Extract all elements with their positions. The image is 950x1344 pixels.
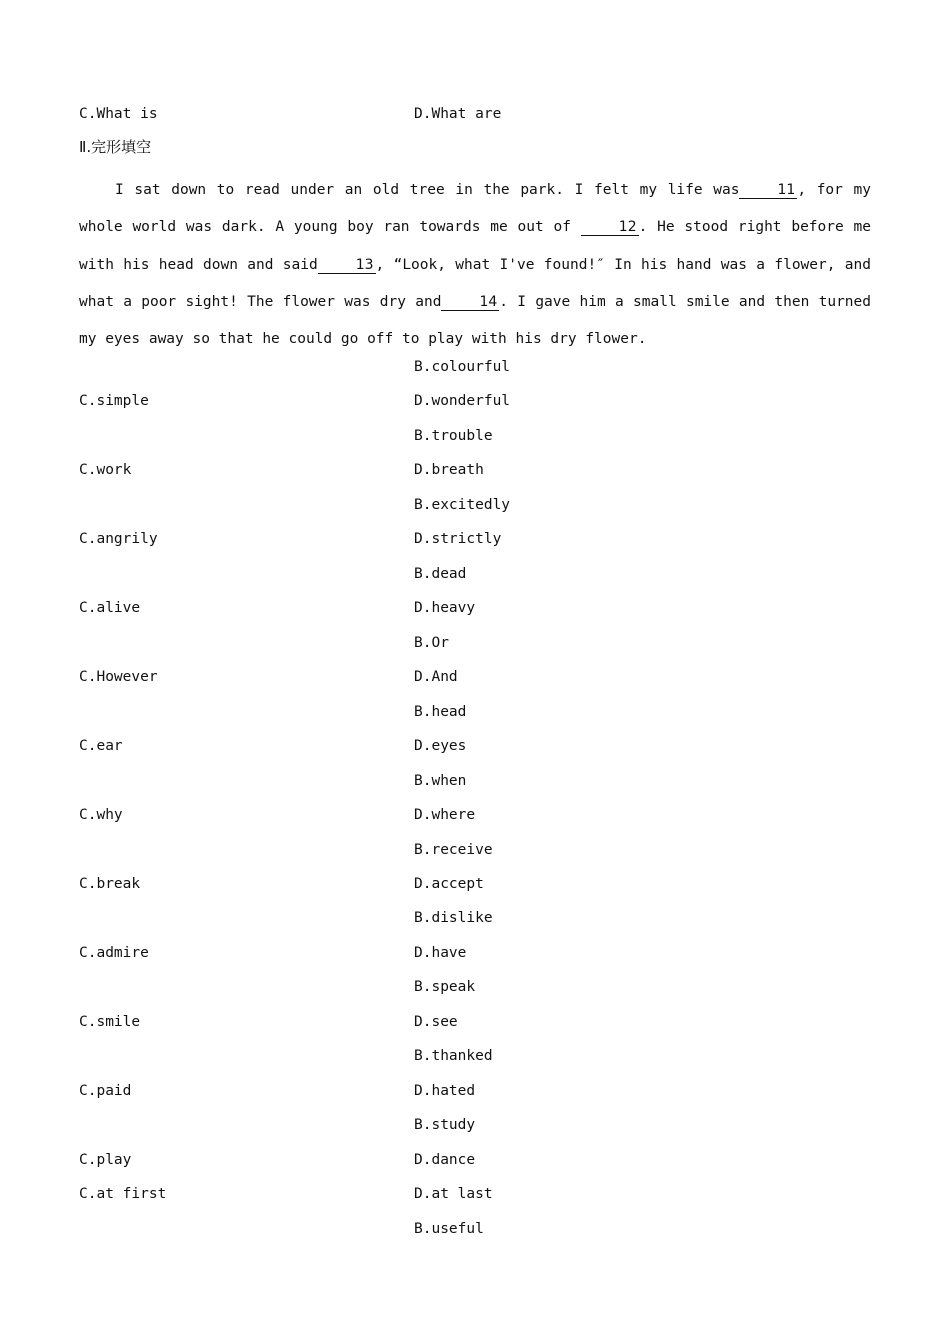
option-b: B.trouble <box>414 428 493 444</box>
option-c: C.break <box>79 876 141 892</box>
option-b: B.colourful <box>414 359 511 375</box>
option-d: D.strictly <box>414 531 502 547</box>
blank-12: 12 <box>581 219 639 236</box>
option-b: B.speak <box>414 979 476 995</box>
option-c: C.admire <box>79 945 149 961</box>
option-row-b <box>79 426 871 446</box>
option-d: D.And <box>414 669 458 685</box>
option-b: B.receive <box>414 842 493 858</box>
option-d: D.accept <box>414 876 484 892</box>
option-row-b <box>79 357 871 377</box>
option-d: D.wonderful <box>414 393 511 409</box>
option-row-cd <box>79 1150 871 1170</box>
cloze-passage <box>79 172 871 358</box>
blank-11: 11 <box>739 182 797 199</box>
option-c: C.at first <box>79 1186 167 1202</box>
option-row-b <box>79 1115 871 1135</box>
option-b: B.thanked <box>414 1048 493 1064</box>
option-row-cd <box>79 460 871 480</box>
option-b: B.excitedly <box>414 497 511 513</box>
option-b: B.study <box>414 1117 476 1133</box>
option-d: D.What are <box>414 106 502 122</box>
option-c: C.play <box>79 1152 132 1168</box>
option-row-cd <box>79 874 871 894</box>
option-row-cd <box>79 1184 871 1204</box>
option-c: C.work <box>79 462 132 478</box>
passage-paragraph <box>79 172 871 358</box>
section-title: Ⅱ.完形填空 <box>79 138 152 156</box>
option-c: C.However <box>79 669 158 685</box>
blank-13: 13 <box>318 257 376 274</box>
option-row-cd <box>79 736 871 756</box>
option-row-cd <box>79 598 871 618</box>
option-row-cd <box>79 1012 871 1032</box>
passage-text: , “Look, what I've found!″ In his hand was a flower, and what a poor sight! The flower was dry and <box>79 256 871 310</box>
option-d: D.see <box>414 1014 458 1030</box>
option-c: C.paid <box>79 1083 132 1099</box>
option-d: D.breath <box>414 462 484 478</box>
option-b: B.useful <box>414 1221 484 1237</box>
blank-14: 14 <box>441 294 499 311</box>
option-d: D.dance <box>414 1152 476 1168</box>
option-row-cd <box>79 943 871 963</box>
option-row-b <box>79 495 871 515</box>
option-b: B.dislike <box>414 910 493 926</box>
option-d: D.hated <box>414 1083 476 1099</box>
option-c: C.smile <box>79 1014 141 1030</box>
option-row-top <box>79 104 871 124</box>
option-d: D.at last <box>414 1186 493 1202</box>
option-c: C.ear <box>79 738 123 754</box>
option-row-b <box>79 1046 871 1066</box>
option-row-b <box>79 977 871 997</box>
option-b: B.dead <box>414 566 467 582</box>
option-c: C.simple <box>79 393 149 409</box>
option-row-b <box>79 908 871 928</box>
option-d: D.where <box>414 807 476 823</box>
option-row-b <box>79 1219 871 1239</box>
option-c: C.angrily <box>79 531 158 547</box>
option-b: B.when <box>414 773 467 789</box>
option-c: C.alive <box>79 600 141 616</box>
option-row-cd <box>79 805 871 825</box>
passage-text: , for my whole world was dark. A young boy ran towards me out of <box>79 182 872 236</box>
option-row-b <box>79 564 871 584</box>
option-row-cd <box>79 667 871 687</box>
option-d: D.eyes <box>414 738 467 754</box>
passage-text: I sat down to read under an old tree in the park. I felt my life was <box>115 182 740 198</box>
option-d: D.heavy <box>414 600 476 616</box>
option-row-cd <box>79 529 871 549</box>
option-b: B.Or <box>414 635 449 651</box>
option-d: D.have <box>414 945 467 961</box>
passage-text: . I gave him a small smile and then turned my eyes away so that he could go off to play with his dry flower. <box>79 293 871 348</box>
option-row-b <box>79 633 871 653</box>
option-c: C.why <box>79 807 123 823</box>
option-row-cd <box>79 1081 871 1101</box>
passage-text: . He stood right before me with his head down and said <box>79 219 871 273</box>
option-row-b <box>79 702 871 722</box>
option-row-b <box>79 840 871 860</box>
option-b: B.head <box>414 704 467 720</box>
option-row-b <box>79 771 871 791</box>
option-row-cd <box>79 391 871 411</box>
option-c: C.What is <box>79 106 158 122</box>
